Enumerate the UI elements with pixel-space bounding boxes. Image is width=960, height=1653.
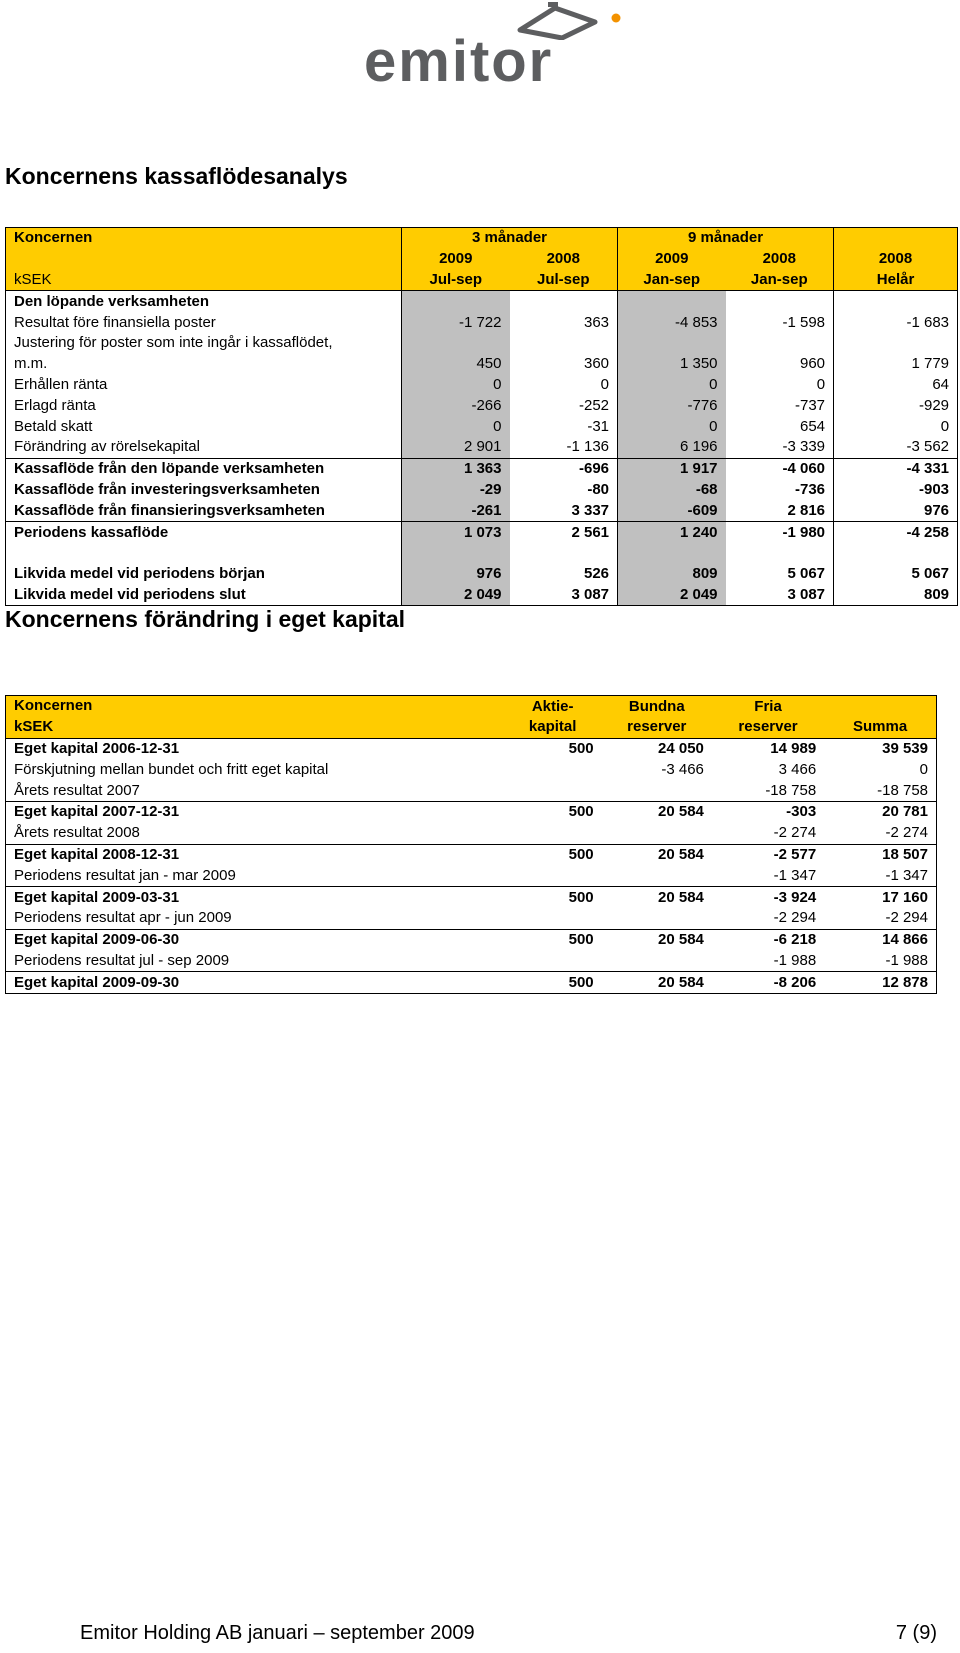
cashflow-value-col-1: 976 [402, 564, 510, 585]
cashflow-value-col-5: 5 067 [911, 565, 950, 583]
equity-value-col-1: 500 [504, 844, 602, 865]
equity-value-col-2: 24 050 [602, 738, 712, 759]
equity-col-3-top: Fria [712, 696, 824, 717]
cashflow-title: Koncernens kassaflödesanalys [5, 163, 348, 189]
equity-col-4-bottom: Summa [824, 717, 936, 738]
equity-unit-label: kSEK [6, 717, 504, 738]
table-row [6, 844, 937, 865]
cashflow-value-col-2 [510, 543, 618, 564]
table-row [6, 823, 937, 844]
equity-value-col-1 [504, 951, 602, 972]
cashflow-value-col-2: -252 [510, 395, 618, 416]
equity-value-col-1 [504, 865, 602, 886]
table-row [6, 416, 958, 437]
row-label: Likvida medel vid periodens slut [6, 585, 402, 606]
table-row [6, 887, 937, 908]
cashflow-value-col-5 [834, 543, 958, 564]
table-row [6, 480, 958, 501]
row-label: Betald skatt [6, 416, 402, 437]
equity-value-col-3: -8 206 [712, 972, 824, 994]
equity-value-col-2 [602, 865, 712, 886]
cashflow-value-col-5: -1 683 [906, 313, 950, 331]
equity-value-col-4: -2 274 [885, 824, 928, 842]
row-label: Periodens resultat apr - jun 2009 [14, 909, 232, 927]
equity-value-col-4: -1 988 [885, 951, 928, 969]
row-label: Eget kapital 2007-12-31 [6, 801, 504, 822]
cashflow-group-9m: 9 månader [618, 228, 834, 249]
equity-col-1-top: Aktie- [504, 696, 602, 717]
cashflow-value-col-2: 3 087 [510, 585, 618, 606]
row-label: Kassaflöde från finansieringsverksamheten [6, 500, 402, 521]
row-label: Likvida medel vid periodens början [6, 564, 402, 585]
row-label: Eget kapital 2006-12-31 [6, 738, 504, 759]
cashflow-value-col-4: -737 [726, 395, 834, 416]
table-row [6, 972, 937, 994]
table-row [6, 543, 958, 564]
equity-value-col-3: -2 577 [712, 844, 824, 865]
equity-corner-label: Koncernen [6, 696, 504, 717]
cashflow-value-col-4: 960 [726, 354, 834, 375]
cashflow-value-col-5: -4 331 [834, 458, 958, 479]
cashflow-period-1: Jul-sep [402, 270, 510, 291]
cashflow-value-col-3: -4 853 [618, 312, 726, 333]
table-row [6, 951, 937, 972]
table-row [6, 908, 937, 929]
table-row [6, 354, 958, 375]
equity-value-col-4: 14 866 [824, 929, 936, 950]
row-label: Eget kapital 2008-12-31 [6, 844, 504, 865]
equity-header-row-2 [6, 717, 937, 738]
row-label [6, 543, 402, 564]
cashflow-section-row [6, 291, 958, 312]
cashflow-value-col-5: 0 [940, 417, 950, 435]
cashflow-value-col-5: 809 [924, 585, 950, 603]
equity-value-col-4: 12 878 [824, 972, 936, 994]
cashflow-header-row-2 [6, 249, 958, 270]
row-label: Årets resultat 2007 [14, 781, 140, 799]
equity-value-col-4: -2 294 [885, 909, 928, 927]
equity-value-col-3: -1 347 [773, 866, 817, 884]
equity-col-2-top: Bundna [602, 696, 712, 717]
cashflow-header-row-3 [6, 270, 958, 291]
cashflow-value-col-2: 526 [510, 564, 618, 585]
footer-title: Emitor Holding AB januari – september 2009 [80, 1622, 475, 1644]
equity-value-col-1: 500 [504, 972, 602, 994]
logo-wordmark: emitor [364, 29, 554, 94]
equity-value-col-4: 18 507 [824, 844, 936, 865]
row-label: Periodens kassaflöde [6, 522, 402, 543]
table-row [6, 458, 958, 479]
cashflow-value-col-2: -31 [510, 416, 618, 437]
cashflow-value-col-5: 64 [932, 375, 950, 393]
cashflow-value-col-3: -68 [618, 480, 726, 501]
cashflow-value-col-3: 1 240 [618, 522, 726, 543]
cashflow-value-col-5: -903 [919, 480, 950, 498]
row-label: Justering för poster som inte ingår i kassaflödet, [6, 333, 402, 354]
cashflow-value-col-3: -776 [618, 395, 726, 416]
page-footer [80, 1622, 937, 1645]
table-row [6, 738, 937, 759]
cashflow-value-col-1: 2 901 [402, 437, 510, 458]
cashflow-unit-label: kSEK [6, 270, 402, 291]
equity-header-row-1 [6, 696, 937, 717]
equity-table [5, 695, 937, 994]
cashflow-value-col-5: -4 258 [834, 522, 958, 543]
cashflow-value-col-1: 0 [402, 375, 510, 396]
equity-value-col-2 [602, 951, 712, 972]
cashflow-value-col-1: 0 [402, 416, 510, 437]
cashflow-period-2: Jul-sep [510, 270, 618, 291]
cashflow-value-col-1: 1 363 [402, 458, 510, 479]
equity-value-col-2: 20 584 [602, 929, 712, 950]
cashflow-year-1: 2009 [402, 249, 510, 270]
equity-col-4-top [824, 696, 936, 717]
equity-value-col-1: 500 [504, 738, 602, 759]
equity-value-col-2 [602, 823, 712, 844]
cashflow-value-col-1: -266 [402, 395, 510, 416]
equity-value-col-3: 3 466 [778, 760, 817, 778]
cashflow-value-col-4: 2 816 [726, 500, 834, 521]
cashflow-value-col-5: 1 779 [911, 355, 950, 373]
equity-value-col-4: -1 347 [885, 866, 928, 884]
equity-col-2-bottom: reserver [602, 717, 712, 738]
equity-value-col-1 [504, 823, 602, 844]
footer-page-number: 7 (9) [895, 1622, 937, 1644]
cashflow-value-col-1 [402, 333, 510, 354]
equity-value-col-3: -3 924 [712, 887, 824, 908]
cashflow-value-col-3: 0 [618, 375, 726, 396]
cashflow-year-3: 2009 [618, 249, 726, 270]
cashflow-value-col-4: -4 060 [726, 458, 834, 479]
cashflow-year-2: 2008 [510, 249, 618, 270]
row-label: Erlagd ränta [6, 395, 402, 416]
cashflow-header-row-1 [6, 228, 958, 249]
cashflow-value-col-5 [834, 333, 958, 354]
cashflow-value-col-3: 6 196 [618, 437, 726, 458]
equity-col-3-bottom: reserver [712, 717, 824, 738]
equity-value-col-2: 20 584 [602, 801, 712, 822]
cashflow-value-col-4: 654 [726, 416, 834, 437]
equity-value-col-2: -3 466 [661, 760, 704, 778]
cashflow-value-col-2: 360 [510, 354, 618, 375]
equity-value-col-3: -18 758 [765, 781, 817, 799]
cashflow-value-col-2: -1 136 [510, 437, 618, 458]
cashflow-year-5: 2008 [834, 249, 958, 270]
row-label: Erhållen ränta [6, 375, 402, 396]
row-label: Förändring av rörelsekapital [6, 437, 402, 458]
table-row [6, 312, 958, 333]
cashflow-corner-label: Koncernen [6, 228, 402, 249]
emitor-logo [364, 0, 644, 94]
equity-value-col-2: 20 584 [602, 844, 712, 865]
row-label: Årets resultat 2008 [14, 824, 140, 842]
cashflow-value-col-2: -696 [510, 458, 618, 479]
row-label: Förskjutning mellan bundet och fritt eget kapital [14, 760, 329, 778]
equity-value-col-1: 500 [504, 887, 602, 908]
equity-value-col-2 [602, 780, 712, 801]
cashflow-value-col-4: -1 980 [726, 522, 834, 543]
cashflow-section-label: Den löpande verksamheten [6, 291, 402, 312]
table-row [6, 437, 958, 458]
equity-value-col-4: -18 758 [877, 781, 928, 799]
table-row [6, 865, 937, 886]
equity-value-col-1 [504, 780, 602, 801]
equity-value-col-3: -6 218 [712, 929, 824, 950]
cashflow-value-col-1: 450 [402, 354, 510, 375]
cashflow-value-col-4: -3 339 [726, 437, 834, 458]
row-label: Eget kapital 2009-06-30 [6, 929, 504, 950]
equity-col-1-bottom: kapital [504, 717, 602, 738]
equity-value-col-1 [504, 759, 602, 780]
cashflow-value-col-3: 0 [618, 416, 726, 437]
cashflow-value-col-5: -3 562 [906, 438, 950, 456]
equity-value-col-4: 39 539 [824, 738, 936, 759]
cashflow-value-col-1: -261 [402, 500, 510, 521]
cashflow-value-col-2 [510, 333, 618, 354]
equity-title: Koncernens förändring i eget kapital [5, 606, 406, 632]
cashflow-value-col-3: 1 350 [618, 354, 726, 375]
cashflow-value-col-1: 1 073 [402, 522, 510, 543]
equity-value-col-3: -303 [712, 801, 824, 822]
row-label: Eget kapital 2009-03-31 [6, 887, 504, 908]
equity-value-col-2: 20 584 [602, 887, 712, 908]
table-row [6, 929, 937, 950]
equity-value-col-1 [504, 908, 602, 929]
cashflow-value-col-2: 363 [510, 312, 618, 333]
equity-value-col-4: 20 781 [824, 801, 936, 822]
cashflow-value-col-1: 2 049 [402, 585, 510, 606]
equity-value-col-3: 14 989 [712, 738, 824, 759]
cashflow-period-5: Helår [834, 270, 958, 291]
cashflow-value-col-1: -29 [402, 480, 510, 501]
cashflow-value-col-3: 1 917 [618, 458, 726, 479]
row-label: Eget kapital 2009-09-30 [6, 972, 504, 994]
cashflow-group-3m: 3 månader [402, 228, 618, 249]
cashflow-value-col-4 [726, 543, 834, 564]
table-row [6, 375, 958, 396]
table-row [6, 395, 958, 416]
cashflow-period-4: Jan-sep [726, 270, 834, 291]
table-row [6, 780, 937, 801]
equity-value-col-2: 20 584 [602, 972, 712, 994]
equity-value-col-1: 500 [504, 929, 602, 950]
equity-value-col-3: -1 988 [773, 951, 817, 969]
equity-value-col-4: 17 160 [824, 887, 936, 908]
row-label: Resultat före finansiella poster [6, 312, 402, 333]
cashflow-value-col-4: -1 598 [726, 312, 834, 333]
cashflow-value-col-5: 976 [924, 501, 950, 519]
table-row [6, 759, 937, 780]
equity-value-col-2 [602, 908, 712, 929]
cashflow-value-col-4: 3 087 [726, 585, 834, 606]
cashflow-value-col-3: 809 [618, 564, 726, 585]
table-row [6, 564, 958, 585]
cashflow-period-3: Jan-sep [618, 270, 726, 291]
cashflow-year-4: 2008 [726, 249, 834, 270]
cashflow-value-col-2: 2 561 [510, 522, 618, 543]
cashflow-value-col-5: -929 [919, 396, 950, 414]
cashflow-value-col-4: 5 067 [726, 564, 834, 585]
equity-value-col-4: 0 [919, 760, 928, 778]
cashflow-value-col-2: 3 337 [510, 500, 618, 521]
cashflow-value-col-4: -736 [726, 480, 834, 501]
table-row [6, 500, 958, 521]
logo-swoosh-icon [500, 0, 650, 40]
cashflow-value-col-4 [726, 333, 834, 354]
equity-value-col-3: -2 274 [773, 824, 817, 842]
table-row [6, 585, 958, 606]
row-label: Periodens resultat jul - sep 2009 [14, 951, 230, 969]
cashflow-value-col-4: 0 [726, 375, 834, 396]
cashflow-value-col-1 [402, 543, 510, 564]
cashflow-value-col-3: 2 049 [618, 585, 726, 606]
cashflow-value-col-1: -1 722 [402, 312, 510, 333]
equity-value-col-3: -2 294 [773, 909, 817, 927]
cashflow-value-col-3: -609 [618, 500, 726, 521]
cashflow-value-col-3 [618, 543, 726, 564]
row-label: Kassaflöde från investeringsverksamheten [6, 480, 402, 501]
table-row [6, 333, 958, 354]
table-row [6, 522, 958, 543]
row-label: m.m. [6, 354, 402, 375]
row-label: Kassaflöde från den löpande verksamheten [6, 458, 402, 479]
cashflow-value-col-2: 0 [510, 375, 618, 396]
cashflow-table [5, 227, 958, 606]
cashflow-value-col-2: -80 [510, 480, 618, 501]
cashflow-value-col-3 [618, 333, 726, 354]
equity-value-col-1: 500 [504, 801, 602, 822]
row-label: Periodens resultat jan - mar 2009 [14, 866, 236, 884]
table-row [6, 801, 937, 822]
